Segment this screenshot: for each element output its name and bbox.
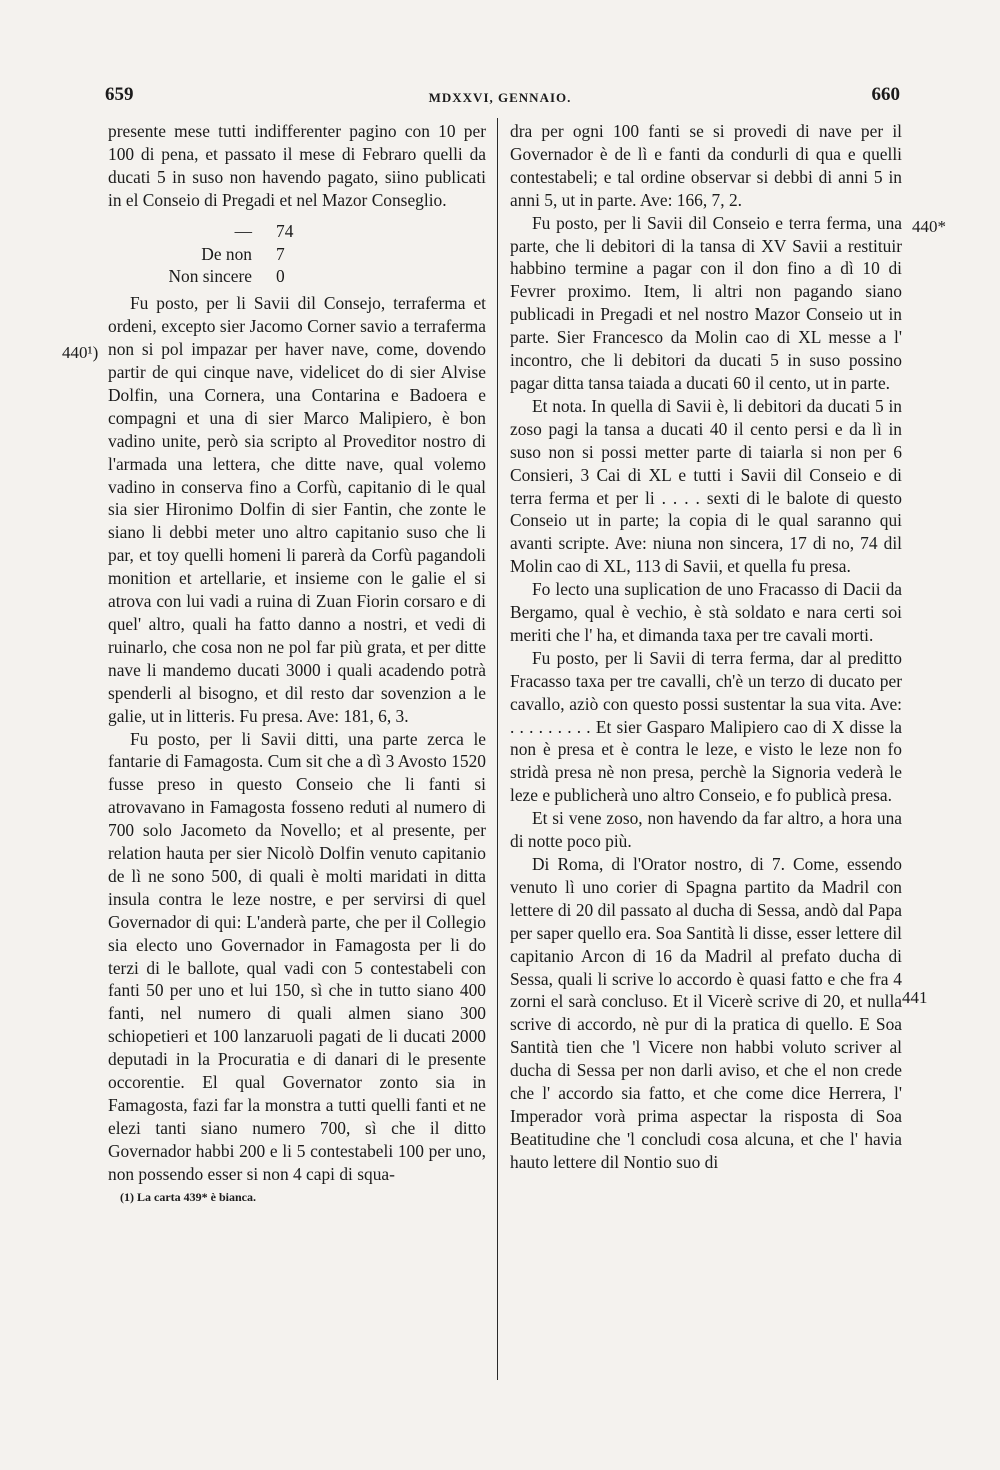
vote-value: 0 [276, 266, 285, 287]
vote-label: De non [201, 243, 252, 264]
vote-row [156, 220, 486, 243]
vote-tally [156, 220, 486, 289]
paragraph: Fu posto, per li Savii dil Consejo, terraferma et ordeni, excepto sier Jacomo Corner savio a terraferma non si pol impazar per haver nave, come, dovendo partir de qui cinque nave, videlicet do di sier Alvise Dolfin, una Cornera, una Contarina e Badoera e compagni et una di sier Marco Malipiero, è bon vadino unite, però sia scripto al Proveditor nostro di l'armada una lettera, che ditte nave, qual volemo vadino in conserva fino a Corfù, capitanio di le qual sia sier Hironimo Dolfin di sier Fantin, che zonte le siano li debbi meter uno altro capitanio suso che li par, et toy quelli homeni li parerà da Corfù pagandoli monition et artellarie, et insieme con le galie el si atrova con lui vadi a ruina di Zuan Fiorin corsaro e di quel' altro, quali ha fatto danno a nostri, et vedi di ruinarlo, che cosa non ne pol far più grata, et per ditte nave li mandemo ducati 3000 i quali acadendo potrà spenderli al bisogno, et dil resto dar sovenzion a le galie, ut in litteris. Fu presa. Ave: 181, 6, 3. [108, 293, 486, 726]
paragraph: Fu posto, per li Savii dil Conseio e terra ferma, una parte, che li debitori di la tansa di XV Savii a restituir habbino termine a pagar con il don fino a dì 10 di Fevrer proximo. Item, li altri non pagando siano publicadi in Pregadi et nel nostro Mazor Conseio ut in parte. Sier Francesco da Molin cao di XL messe a l' incontro, che li debitori da ducati 5 in suso possino pagar ditta tansa taiada a ducati 60 il cento, ut in parte. [510, 212, 902, 393]
page-number-left: 659 [105, 84, 134, 105]
vote-value: 74 [276, 220, 294, 241]
column-divider [497, 118, 498, 1380]
vote-row [156, 265, 486, 288]
margin-note-440-star: 440* [912, 217, 946, 236]
right-column [510, 120, 902, 1174]
vote-label: Non sincere [168, 266, 252, 287]
paragraph: Fu posto, per li Savii di terra ferma, dar al preditto Fracasso taxa per tre cavalli, ch'è un terzo di ducato per cavallo, aziò con questo possi sustentar la sua vita. Ave: . . . . . . . . . Et sier Gasparo Malipiero cao di X disse la non è presa et è contra le leze, e visto le leze non fo stridà presa nè non presa, perchè la Signoria vederà le leze e publicherà uno altro Conseio, e fo publicà presa. [510, 647, 902, 806]
page-number-right: 660 [871, 84, 900, 105]
left-column [108, 120, 486, 1209]
paragraph: Et nota. In quella di Savii è, li debitori da ducati 5 in zoso pagi la tansa a ducati 40 il cento persi e da lì in suso non si possi metter parte di taiarla si non per 6 Consieri, 3 Cai di XL e tutti i Savii dil Conseio e di terra ferma et per li . . . . sexti di le balote di questo Conseio ut in parte; la copia di le qual saranno qui avanti scripte. Ave: niuna non sincera, 17 di no, 74 dil Molin cao di XL, 113 di Savii, et quella fu presa. [510, 395, 902, 577]
footnote: (1) La carta 439* è bianca. [120, 1189, 256, 1204]
vote-value: 7 [276, 243, 285, 264]
paragraph: dra per ogni 100 fanti se si provedi di nave per il Governador è de lì e fanti da condurli di qua e quelli contestabeli; e tal ordine observar si debbi di anni 5 in anni 5, ut in parte. Ave: 166, 7, 2. [510, 121, 902, 210]
margin-note-441: 441 [902, 988, 928, 1007]
paragraph: Fu posto, per li Savii ditti, una parte zerca le fantarie di Famagosta. Cum sit che a dì 3 Avosto 1520 fusse preso in questo Conseio che li fanti si atrovavano in Famagosta fosseno reduti al numero di 700 solo Jacometo da Novello; et al presente, per relation hauta per sier Nicolò Dolfin venuto capitanio de lì ne sono 500, di quali è molti maridati in ditta insula contra le leze nostre, e per servirsi di quel Governador di qui: L'anderà parte, che per il Collegio sia electo uno Governador in Famagosta per li do terzi di le ballote, qual vadi con 5 contestabeli con fanti 50 per uno et lui 150, sì che in tutto siano 400 fanti, nel numero di quali almen siano 300 schiopetieri et 100 lanzaruoli pagati de li ducati 2000 deputadi in la Procuratia e di danari di le presente occorentie. El qual Governator zonto sia in Famagosta, fazi far la monstra a tutti quelli fanti et ne elezi tanti siano numero 700, sì che il ditto Governador habbi 200 e li 5 contestabeli 100 per uno, non possendo esser si non 4 capi di squa- [108, 728, 486, 1184]
running-title: MDXXVI, GENNAIO. [428, 90, 572, 105]
vote-label: — [234, 220, 252, 241]
vote-row [156, 243, 486, 266]
paragraph: presente mese tutti indifferenter pagino con 10 per 100 di pena, et passato il mese di Febraro quelli da ducati 5 in suso non havendo pagato, siino publicati in el Conseio di Pregadi et nel Mazor Conseglio. [108, 121, 486, 210]
margin-note-440-1: 440¹) [62, 343, 99, 362]
paragraph: Di Roma, di l'Orator nostro, di 7. Come, essendo venuto lì uno corier di Spagna partito da Madril con lettere di 20 dil passato al ducha di Sessa, andò dal Papa per saper quello era. Soa Santità li disse, esser lettere dil capitanio Arcon di 16 da Madril al prefato ducha di Sessa, quali li scrive lo accordo è quasi fatto e che fra 4 zorni el sarà concluso. Et il Vicerè scrive di 20, et nulla scrive di accordo, nè pur di la pratica di quello. E Soa Santità tien che 'l Vicere non habbi voluto scriver al ducha di Sessa per non darli aviso, et che el non crede che l' accordo sia fatto, et che come dice Herrera, l' Imperador vorà prima aspectar la risposta di Soa Beatitudine che 'l concludi cosa alcuna, et che l' havia hauto lettere dil Nontio suo di [510, 854, 902, 1172]
paragraph: Et si vene zoso, non havendo da far altro, a hora una di notte poco più. [510, 808, 902, 852]
paragraph: Fo lecto una suplication de uno Fracasso di Dacii da Bergamo, qual è vechio, è stà soldato e nara certi soi meriti che l' ha, et dimanda taxa per tre cavali morti. [510, 579, 902, 645]
